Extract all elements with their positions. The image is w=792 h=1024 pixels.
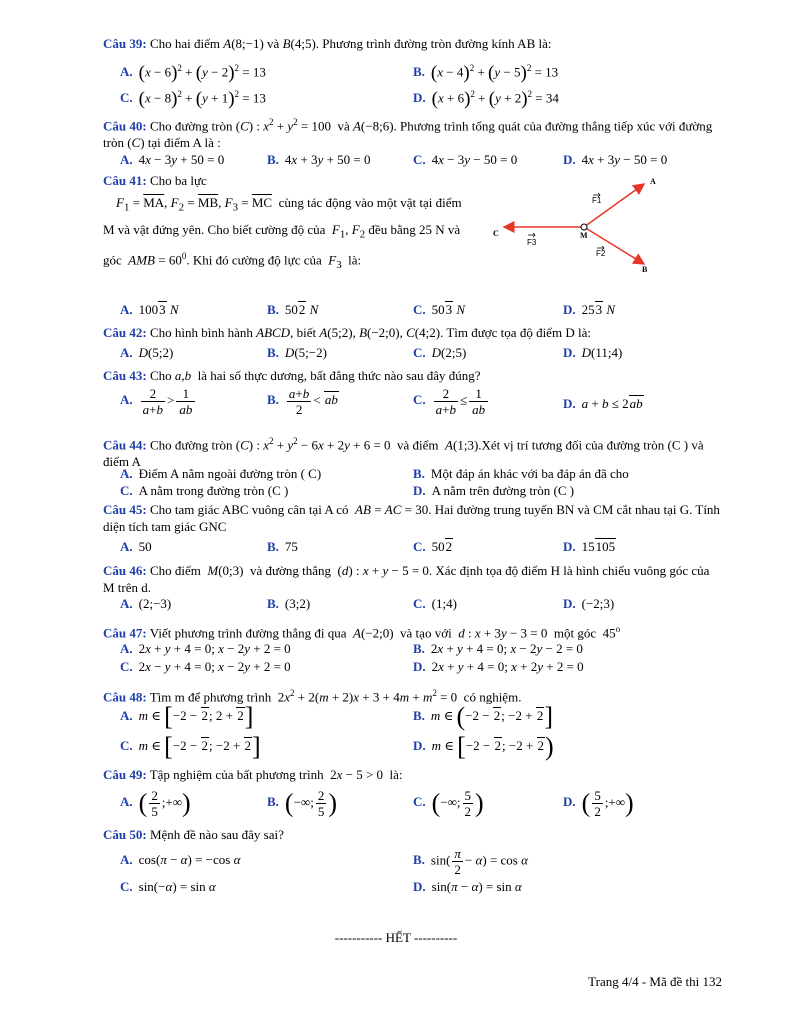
option-45-b[interactable]: B. 75: [267, 539, 298, 554]
question-head: Câu 40:: [103, 118, 147, 134]
label-f3: F3: [527, 238, 537, 247]
question-head: Câu 44:: [103, 437, 147, 453]
option-41-a[interactable]: A. 1003 N: [120, 302, 179, 317]
option-45-a[interactable]: A. 50: [120, 539, 152, 554]
question-head: Câu 48:: [103, 689, 147, 705]
option-48-b[interactable]: B. m ∈ (−2 − 2; −2 + 2]: [413, 702, 553, 731]
question-head: Câu 42:: [103, 325, 147, 340]
option-46-d[interactable]: D. (−2;3): [563, 596, 615, 611]
option-43-b[interactable]: B. $\frac{a+b}{2}$ < ab: [267, 386, 338, 417]
option-43-d[interactable]: D. a + b ≤ 2ab: [563, 396, 643, 411]
option-49-d[interactable]: D. ( $\frac{5}{2}$ ;+∞): [563, 788, 634, 819]
question-47: Câu 47: Viết phương trình đường thẳng đi qua A(−2;0) và tạo với d : x + 3y − 3 = 0 một góc 45$^o$: [103, 624, 621, 641]
option-46-b[interactable]: B. (3;2): [267, 596, 311, 611]
question-42: Câu 42: Cho hình bình hành ABCD, biết A(5;2), B(−2;0), C(4;2). Tìm được tọa độ điểm D là:: [103, 325, 591, 340]
label-f2: F2: [596, 249, 606, 258]
question-45: Câu 45: Cho tam giác ABC vuông cân tại A có AB = AC = 30. Hai đường trung tuyến BN và CM cắt nhau tại G. Tính diện tích tam giác GNC: [103, 502, 720, 534]
option-46-c[interactable]: C. (1;4): [413, 596, 457, 611]
point-m: [581, 224, 587, 230]
option-49-c[interactable]: C. (−∞; $\frac{5}{2}$ ): [413, 788, 484, 819]
option-50-d[interactable]: D. sin(π − α) = sin α: [413, 879, 522, 894]
question-head: Câu 43:: [103, 368, 147, 383]
question-49: Câu 49: Tập nghiệm của bất phương trình 2x − 5 > 0 là:: [103, 767, 403, 782]
option-41-d[interactable]: D. 253 N: [563, 302, 616, 317]
option-49-a[interactable]: A. ( $\frac{2}{5}$ ;+∞): [120, 788, 191, 819]
option-42-a[interactable]: A. D(5;2): [120, 345, 174, 360]
question-46: Câu 46: Cho điểm M(0;3) và đường thẳng (d) : x + y − 5 = 0. Xác định tọa độ điểm H là hình chiếu vuông góc của M trên d.: [103, 563, 710, 595]
option-50-b[interactable]: B. sin( $\frac{\pi}{2}$ − α) = cos α: [413, 846, 528, 877]
question-head: Câu 45:: [103, 502, 147, 517]
question-head: Câu 47:: [103, 625, 147, 641]
label-c: C: [493, 229, 499, 238]
option-47-d[interactable]: D. 2x + y + 4 = 0; x + 2y + 2 = 0: [413, 659, 584, 674]
question-head: Câu 39:: [103, 36, 147, 51]
option-44-a[interactable]: A. Điểm A nằm ngoài đường tròn ( C): [120, 466, 322, 481]
question-48: Câu 48: Tìm m để phương trình $2x^2 + 2(m + 2)x + 3 + 4m + m^2 = 0$ có nghiệm.: [103, 688, 522, 705]
option-41-b[interactable]: B. 502 N: [267, 302, 319, 317]
question-head: Câu 46:: [103, 563, 147, 578]
option-45-d[interactable]: D. 15105: [563, 539, 616, 554]
option-42-b[interactable]: B. D(5;−2): [267, 345, 327, 360]
option-39-d[interactable]: D. $(x + 6)^2 + (y + 2)^2 = 34$: [413, 88, 559, 110]
option-43-c[interactable]: C. $\frac{2}{a+b}$ ≤ $\frac{1}{ab}$: [413, 386, 490, 417]
option-43-a[interactable]: A. $\frac{2}{a+b}$ > $\frac{1}{ab}$: [120, 386, 197, 417]
option-47-a[interactable]: A. 2x + y + 4 = 0; x − 2y + 2 = 0: [120, 641, 291, 656]
label-m: M: [580, 231, 588, 240]
label-f1: F1: [592, 196, 602, 205]
end-marker: ----------- HẾT ----------: [334, 930, 458, 945]
force-diagram: [490, 172, 670, 276]
option-44-d[interactable]: D. A nằm trên đường tròn (C ): [413, 483, 575, 498]
question-text: Cho hai điểm A(8;−1) và B(4;5). Phương trình đường tròn đường kính AB là:: [149, 36, 552, 51]
option-46-a[interactable]: A. (2;−3): [120, 596, 172, 611]
option-42-d[interactable]: D. D(11;4): [563, 345, 623, 360]
option-40-d[interactable]: D. 4x + 3y − 50 = 0: [563, 152, 668, 167]
option-40-a[interactable]: A. 4x − 3y + 50 = 0: [120, 152, 225, 167]
question-40: Câu 40: Cho đường tròn (C) : $x^2 + y^2 = 100$ và A(−8;6). Phương trình tổng quát của đường thẳng tiếp xúc với đường tròn (C) tại điểm A là :: [103, 117, 713, 151]
option-48-d[interactable]: D. m ∈ [−2 − 2; −2 + 2): [413, 732, 554, 761]
option-44-c[interactable]: C. A nằm trong đường tròn (C ): [120, 483, 289, 498]
question-44: Câu 44: Cho đường tròn (C) : $x^2 + y^2 - 6x + 2y + 6 = 0$ và điểm A(1;3).Xét vị trí tương đối của đường tròn (C ) và điểm A: [103, 436, 704, 470]
option-39-c[interactable]: C. $(x - 8)^2 + (y + 1)^2 = 13$: [120, 88, 266, 110]
option-40-b[interactable]: B. 4x + 3y + 50 = 0: [267, 152, 371, 167]
option-48-a[interactable]: A. m ∈ [−2 − 2; 2 + 2]: [120, 702, 254, 731]
option-45-c[interactable]: C. 502: [413, 539, 453, 554]
option-41-c[interactable]: C. 503 N: [413, 302, 466, 317]
question-50: Câu 50: Mệnh đề nào sau đây sai?: [103, 827, 284, 842]
vector-f2: [584, 227, 644, 264]
label-b: B: [642, 265, 648, 274]
label-a: A: [650, 177, 656, 186]
page-footer: Trang 4/4 - Mã đề thi 132: [588, 974, 722, 989]
option-50-c[interactable]: C. sin(−α) = sin α: [120, 879, 216, 894]
option-39-b[interactable]: B. $(x - 4)^2 + (y - 5)^2 = 13$: [413, 62, 559, 84]
question-41: Câu 41: Cho ba lực $F_1 = \overline{MA}$, $F_2 = \overline{MB}$, $F_3 = \overline{MC}$ cùng tác động vào một vật tại điểm M và vật đứng yên. Cho biết cường độ của $F_1$, $F_2$ đều bằng 25 N và góc AMB = $60^0$. Khi đó cường độ lực của $F_3$ là:: [103, 173, 462, 272]
option-50-a[interactable]: A. cos(π − α) = −cos α: [120, 852, 241, 867]
option-47-b[interactable]: B. 2x + y + 4 = 0; x − 2y − 2 = 0: [413, 641, 583, 656]
option-48-c[interactable]: C. m ∈ [−2 − 2; −2 + 2]: [120, 732, 261, 761]
question-39: [103, 36, 723, 52]
question-43: Câu 43: Cho a,b là hai số thực dương, bất đẳng thức nào sau đây đúng?: [103, 368, 481, 383]
question-head: Câu 50:: [103, 827, 147, 842]
option-44-b[interactable]: B. Một đáp án khác với ba đáp án đã cho: [413, 466, 629, 481]
question-head: Câu 49:: [103, 767, 147, 782]
option-40-c[interactable]: C. 4x − 3y − 50 = 0: [413, 152, 518, 167]
question-head: Câu 41:: [103, 173, 147, 188]
option-49-b[interactable]: B. (−∞; $\frac{2}{5}$ ): [267, 788, 337, 819]
option-42-c[interactable]: C. D(2;5): [413, 345, 467, 360]
option-39-a[interactable]: A. $(x - 6)^2 + (y - 2)^2 = 13$: [120, 62, 266, 84]
option-47-c[interactable]: C. 2x − y + 4 = 0; x − 2y + 2 = 0: [120, 659, 291, 674]
vector-f1: [584, 184, 644, 227]
